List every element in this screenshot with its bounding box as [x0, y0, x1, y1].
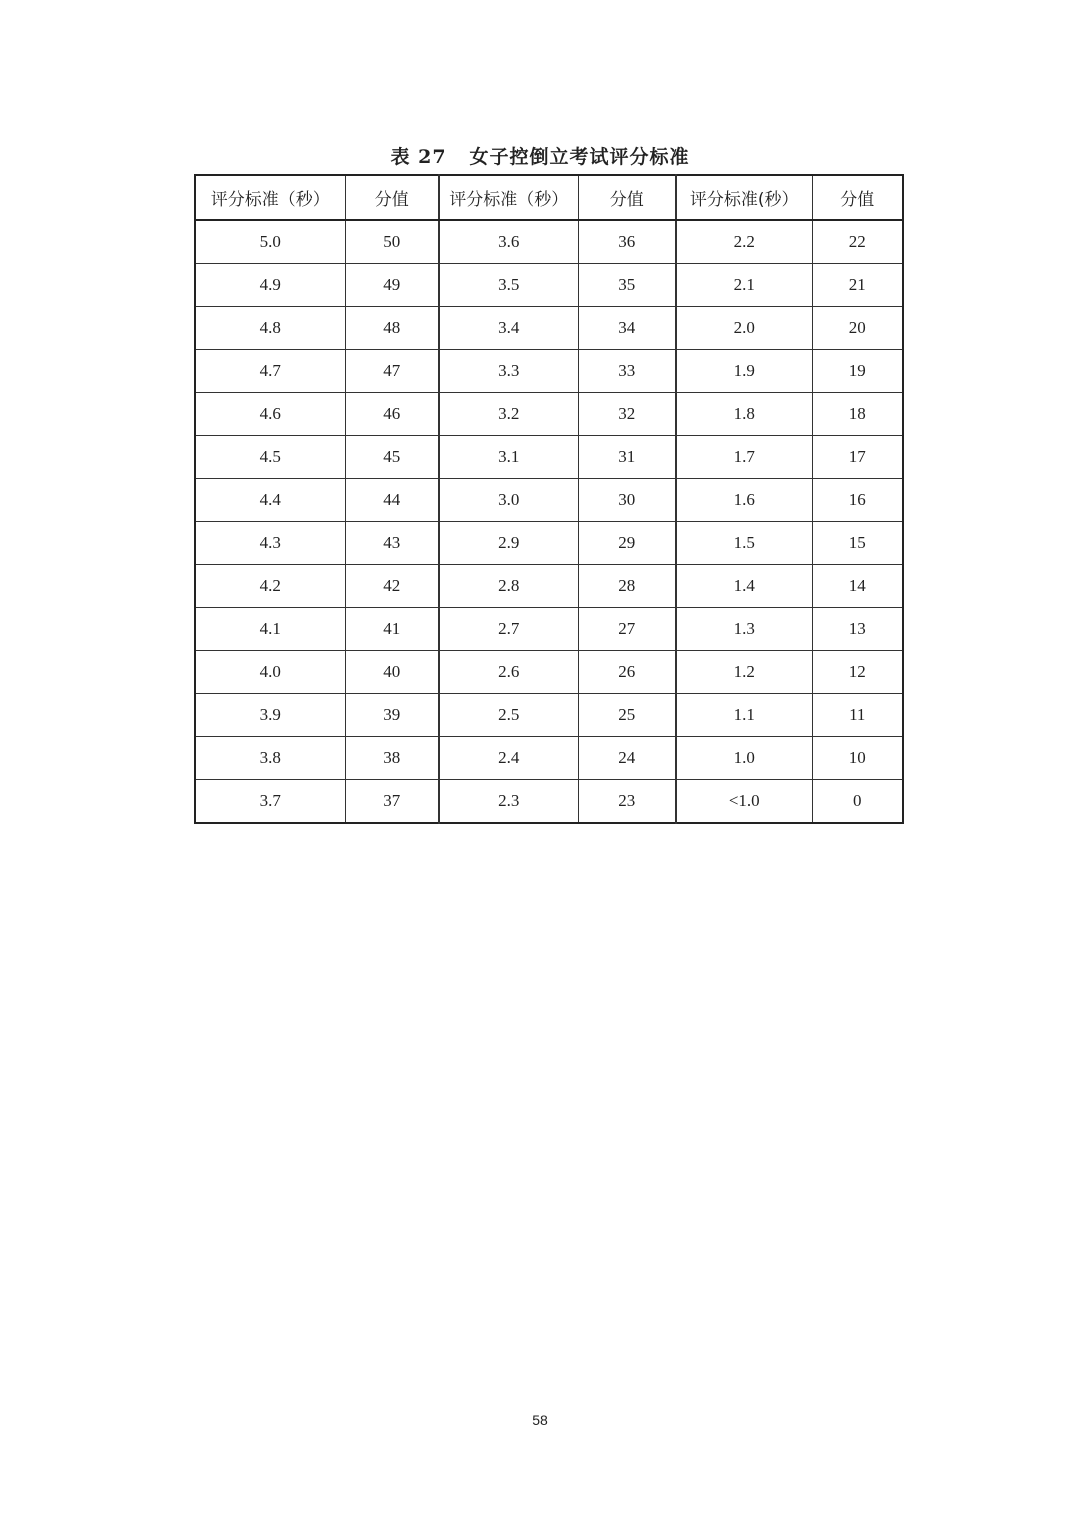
cell-standard-1: 4.8	[195, 307, 345, 350]
cell-standard-2: 3.4	[439, 307, 578, 350]
cell-score-3: 21	[812, 264, 903, 307]
header-standard-3: 评分标准(秒）	[676, 175, 812, 220]
cell-standard-1: 4.4	[195, 479, 345, 522]
cell-standard-2: 3.2	[439, 393, 578, 436]
cell-score-2: 31	[578, 436, 676, 479]
cell-standard-3: 1.0	[676, 737, 812, 780]
cell-score-3: 0	[812, 780, 903, 824]
cell-standard-2: 3.3	[439, 350, 578, 393]
table-header-row	[195, 175, 903, 220]
cell-standard-1: 3.9	[195, 694, 345, 737]
cell-standard-1: 4.7	[195, 350, 345, 393]
cell-score-3: 10	[812, 737, 903, 780]
cell-standard-2: 2.9	[439, 522, 578, 565]
page-number: 58	[532, 1412, 548, 1428]
table-row	[195, 737, 903, 780]
cell-standard-3: 2.2	[676, 220, 812, 264]
table-row	[195, 565, 903, 608]
cell-score-1: 45	[345, 436, 439, 479]
cell-standard-3: 1.1	[676, 694, 812, 737]
cell-standard-3: 1.6	[676, 479, 812, 522]
cell-standard-3: 1.9	[676, 350, 812, 393]
cell-standard-1: 5.0	[195, 220, 345, 264]
cell-standard-1: 4.2	[195, 565, 345, 608]
cell-score-2: 27	[578, 608, 676, 651]
cell-score-2: 35	[578, 264, 676, 307]
header-standard-2: 评分标准（秒）	[439, 175, 578, 220]
cell-standard-1: 4.1	[195, 608, 345, 651]
cell-standard-2: 2.7	[439, 608, 578, 651]
cell-standard-3: 1.2	[676, 651, 812, 694]
table-row	[195, 220, 903, 264]
table-row	[195, 608, 903, 651]
cell-score-3: 12	[812, 651, 903, 694]
cell-standard-2: 3.5	[439, 264, 578, 307]
cell-score-2: 34	[578, 307, 676, 350]
cell-standard-1: 4.3	[195, 522, 345, 565]
cell-score-1: 48	[345, 307, 439, 350]
cell-score-3: 11	[812, 694, 903, 737]
table-row	[195, 522, 903, 565]
cell-standard-3: 1.5	[676, 522, 812, 565]
cell-score-2: 28	[578, 565, 676, 608]
cell-score-3: 20	[812, 307, 903, 350]
cell-standard-2: 2.6	[439, 651, 578, 694]
table-row	[195, 307, 903, 350]
cell-standard-2: 2.4	[439, 737, 578, 780]
cell-standard-2: 2.5	[439, 694, 578, 737]
cell-score-2: 24	[578, 737, 676, 780]
cell-score-1: 41	[345, 608, 439, 651]
cell-score-1: 47	[345, 350, 439, 393]
cell-score-3: 13	[812, 608, 903, 651]
cell-score-2: 32	[578, 393, 676, 436]
table-row	[195, 393, 903, 436]
cell-score-1: 49	[345, 264, 439, 307]
cell-score-2: 29	[578, 522, 676, 565]
cell-standard-3: 1.4	[676, 565, 812, 608]
cell-score-1: 42	[345, 565, 439, 608]
table-title: 表 27 女子控倒立考试评分标准	[390, 146, 690, 168]
cell-standard-2: 3.0	[439, 479, 578, 522]
table-row	[195, 694, 903, 737]
cell-standard-3: 1.8	[676, 393, 812, 436]
cell-score-3: 17	[812, 436, 903, 479]
cell-standard-1: 3.7	[195, 780, 345, 824]
cell-score-2: 26	[578, 651, 676, 694]
cell-standard-2: 2.3	[439, 780, 578, 824]
cell-score-1: 37	[345, 780, 439, 824]
table-row	[195, 264, 903, 307]
scoring-table	[194, 174, 904, 824]
cell-score-2: 25	[578, 694, 676, 737]
cell-score-3: 19	[812, 350, 903, 393]
table-row	[195, 479, 903, 522]
cell-standard-3: <1.0	[676, 780, 812, 824]
cell-standard-3: 1.7	[676, 436, 812, 479]
cell-score-1: 39	[345, 694, 439, 737]
table-row	[195, 651, 903, 694]
cell-score-1: 46	[345, 393, 439, 436]
cell-score-1: 38	[345, 737, 439, 780]
header-score-2: 分值	[578, 175, 676, 220]
cell-standard-1: 4.5	[195, 436, 345, 479]
header-score-1: 分值	[345, 175, 439, 220]
cell-score-1: 44	[345, 479, 439, 522]
cell-standard-2: 3.6	[439, 220, 578, 264]
cell-score-1: 50	[345, 220, 439, 264]
cell-standard-1: 4.6	[195, 393, 345, 436]
cell-standard-2: 3.1	[439, 436, 578, 479]
cell-score-1: 43	[345, 522, 439, 565]
cell-standard-1: 3.8	[195, 737, 345, 780]
cell-standard-2: 2.8	[439, 565, 578, 608]
header-score-3: 分值	[812, 175, 903, 220]
cell-standard-3: 1.3	[676, 608, 812, 651]
table-body	[195, 220, 903, 823]
cell-score-3: 22	[812, 220, 903, 264]
cell-score-2: 33	[578, 350, 676, 393]
table-row	[195, 780, 903, 824]
cell-score-2: 36	[578, 220, 676, 264]
cell-score-3: 18	[812, 393, 903, 436]
cell-score-3: 14	[812, 565, 903, 608]
cell-standard-3: 2.0	[676, 307, 812, 350]
cell-standard-1: 4.9	[195, 264, 345, 307]
header-standard-1: 评分标准（秒）	[195, 175, 345, 220]
cell-score-1: 40	[345, 651, 439, 694]
table-row	[195, 350, 903, 393]
cell-standard-3: 2.1	[676, 264, 812, 307]
cell-score-3: 15	[812, 522, 903, 565]
cell-score-3: 16	[812, 479, 903, 522]
cell-score-2: 30	[578, 479, 676, 522]
table-row	[195, 436, 903, 479]
cell-score-2: 23	[578, 780, 676, 824]
cell-standard-1: 4.0	[195, 651, 345, 694]
